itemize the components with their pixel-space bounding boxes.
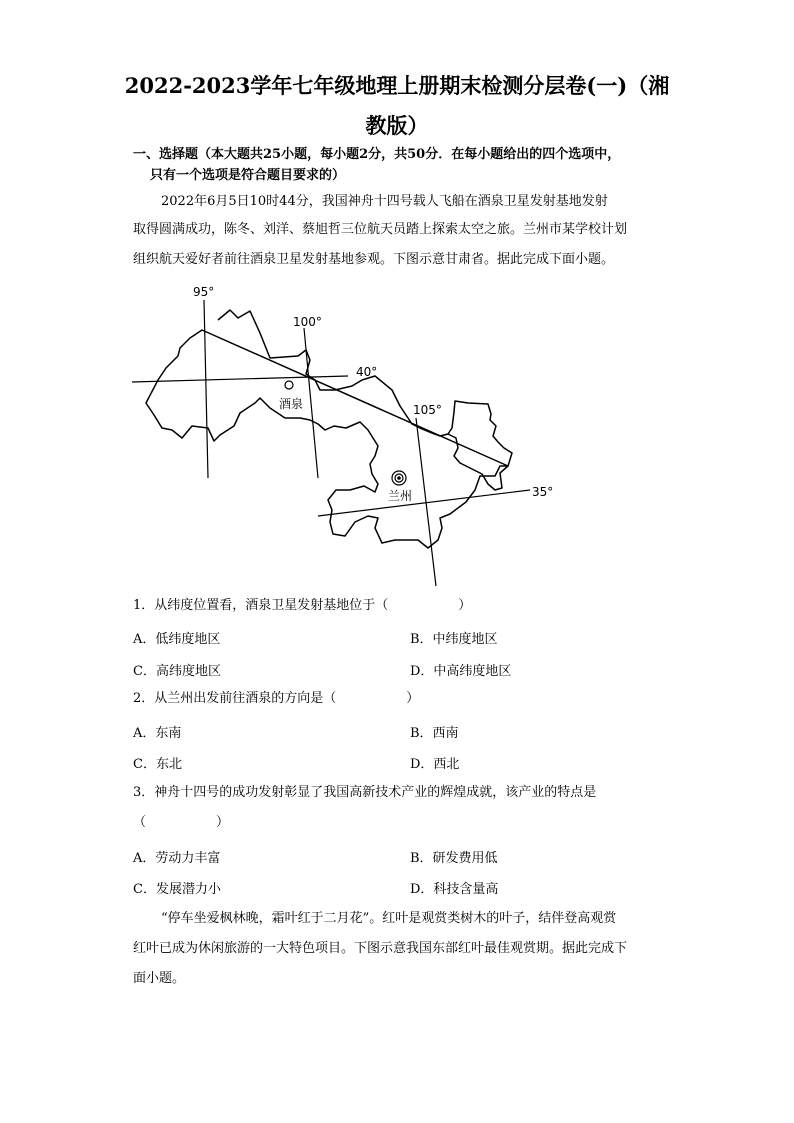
meridian-100 — [304, 328, 318, 478]
question-3-stem: 3．神舟十四号的成功发射彰显了我国高新技术产业的辉煌成就，该产业的特点是 — [133, 785, 597, 800]
passage2-line-2: 红叶已成为休闲旅游的一大特色项目。下图示意我国东部红叶最佳观赏期。据此完成下 — [133, 941, 628, 956]
passage1-line-3: 组织航天爱好者前往酒泉卫星发射基地参观。下图示意甘肃省。据此完成下面小题。 — [133, 252, 615, 267]
title-line-2: 教版） — [365, 113, 429, 138]
label-lat-35: 35° — [532, 485, 554, 499]
q2-option-c[interactable]: C．东北 — [133, 757, 182, 772]
q1-option-b[interactable]: B．中纬度地区 — [410, 632, 498, 647]
passage2-line-3: 面小题。 — [133, 971, 186, 986]
gansu-province-outline — [146, 310, 512, 548]
q3-option-b[interactable]: B．研发费用低 — [410, 851, 498, 866]
q1-option-c[interactable]: C．高纬度地区 — [133, 664, 221, 679]
question-1-stem: 1．从纬度位置看，酒泉卫星发射基地位于（ ） — [133, 598, 472, 613]
label-lon-100: 100° — [293, 315, 322, 329]
meridian-95 — [204, 300, 208, 478]
passage1-line-2: 取得圆满成功，陈冬、刘洋、蔡旭哲三位航天员踏上探索太空之旅。兰州市某学校计划 — [133, 222, 628, 237]
q1-option-a[interactable]: A．低纬度地区 — [133, 632, 221, 647]
city-lanzhou-marker — [392, 471, 406, 485]
city-jiuquan-marker — [285, 381, 293, 389]
section-heading-line-1: 一、选择题（本大题共25小题，每小题2分，共50分．在每小题给出的四个选项中， — [133, 147, 621, 162]
q3-option-c[interactable]: C．发展潜力小 — [133, 882, 221, 897]
question-2-stem: 2．从兰州出发前往酒泉的方向是（ ） — [133, 691, 420, 706]
label-lon-95: 95° — [193, 285, 215, 299]
q2-option-b[interactable]: B．西南 — [410, 726, 459, 741]
q3-option-d[interactable]: D．科技含量高 — [410, 882, 499, 897]
q1-option-d[interactable]: D．中高纬度地区 — [410, 664, 512, 679]
label-city-lanzhou: 兰州 — [388, 489, 413, 503]
q2-option-a[interactable]: A．东南 — [133, 726, 182, 741]
parallel-35 — [318, 490, 530, 516]
label-city-jiuquan: 酒泉 — [279, 397, 304, 411]
q2-option-d[interactable]: D．西北 — [410, 757, 460, 772]
gansu-map — [120, 278, 570, 588]
passage1-line-1: 2022年6月5日10时44分，我国神舟十四号载人飞船在酒泉卫星发射基地发射 — [161, 194, 608, 209]
q3-option-a[interactable]: A．劳动力丰富 — [133, 851, 221, 866]
title-line-1: 2022-2023学年七年级地理上册期末检测分层卷(一)（湘 — [124, 73, 670, 98]
label-lon-105: 105° — [413, 403, 442, 417]
question-3-blank: （ ） — [133, 815, 230, 830]
passage2-line-1: “停车坐爱枫林晚，霜叶红于二月花”。红叶是观赏类树木的叶子，结伴登高观赏 — [161, 911, 617, 926]
section-heading-line-2: 只有一个选项是符合题目要求的） — [150, 168, 346, 183]
label-lat-40: 40° — [356, 365, 378, 379]
